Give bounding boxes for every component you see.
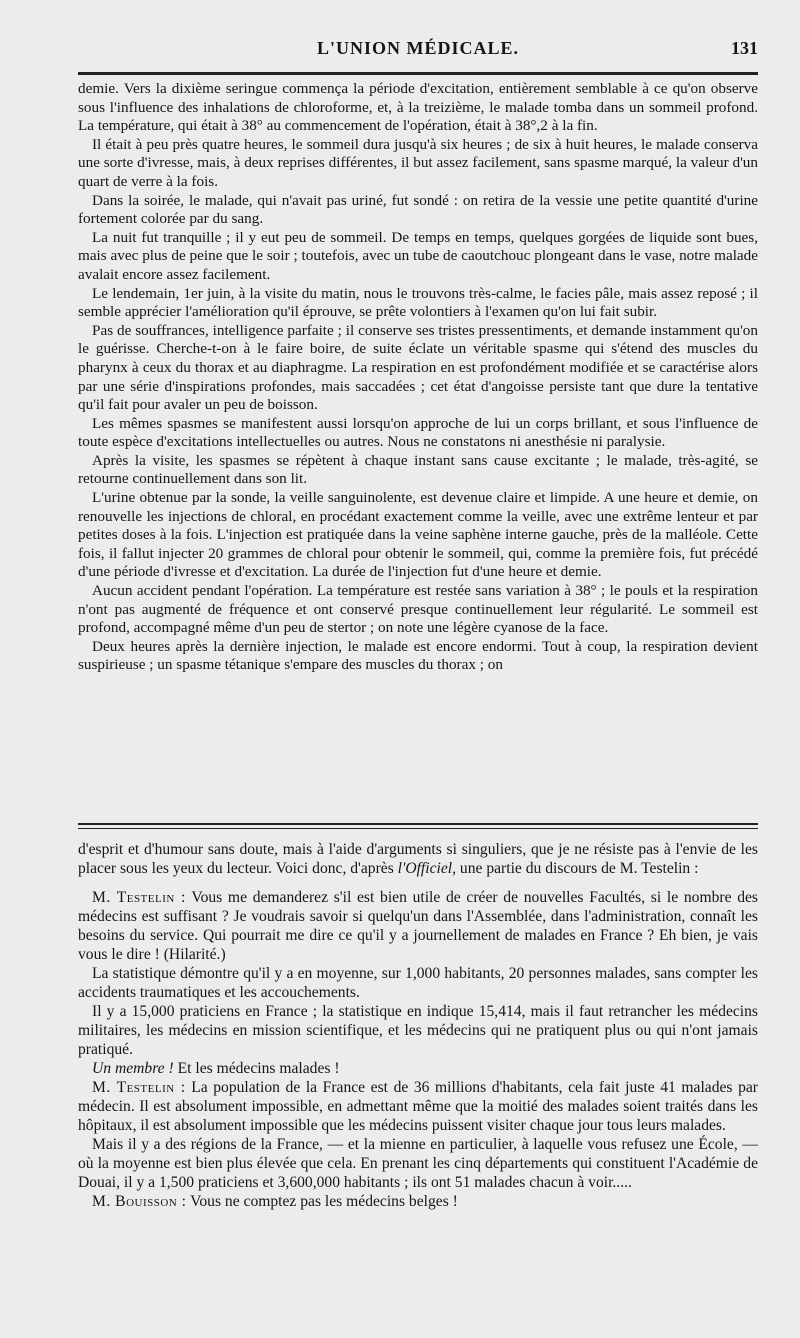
paragraph: Dans la soirée, le malade, qui n'avait pas uriné, fut sondé : on retira de la vessie une petite quantité d'urine fortement colorée par du sang. (78, 191, 758, 228)
speaker: M. Bouisson : (92, 1193, 187, 1210)
page-header (78, 34, 758, 64)
intro-source: l'Officiel, (397, 860, 457, 877)
speech (78, 1192, 758, 1211)
paragraph: La statistique démontre qu'il y a en moyenne, sur 1,000 habitants, 20 personnes malades, sans compter les accidents traumatiques et les accouchements. (78, 965, 758, 1001)
paragraph: Il était à peu près quatre heures, le sommeil dura jusqu'à six heures ; de six à huit heures, le malade conserva une sorte d'ivresse, mais, à deux reprises différentes, il but assez facilement, sans spasme marqué, la valeur d'un quart de verre à la fois. (78, 135, 758, 190)
speech-text: Et les médecins malades ! (177, 1060, 340, 1077)
paragraph: Aucun accident pendant l'opération. La température est restée sans variation à 38° ; le pouls et la respiration n'ont pas augmenté de fréquence et ont conservé presque continuellement leur régularité. Le sommeil est profond, accompagné même d'un peu de stertor ; on note une légère cyanose de la face. (78, 582, 758, 637)
feuilleton-rule-thin (78, 828, 758, 829)
feuilleton-section (78, 840, 758, 1211)
paragraph: Pas de souffrances, intelligence parfaite ; il conserve ses tristes pressentiments, et demande instamment qu'on le guérisse. Cherche-t-on à le faire boire, de suite éclate un véritable spasme qui s'étend des muscles du pharynx à ceux du thorax et au diaphragme. La respiration en est profondément modifiée et se caractérise alors par une série d'inspirations profondes, mais saccadées ; cet état d'angoisse persiste tant que dure la tentative qu'il fait pour avaler un peu de boisson. (78, 321, 758, 414)
intro-end: une partie du discours de M. Testelin : (459, 860, 699, 877)
feuilleton-intro (78, 840, 758, 878)
speech-text: Vous ne comptez pas les médecins belges ! (190, 1193, 458, 1210)
speaker: Un membre ! (92, 1060, 174, 1077)
speech (78, 1078, 758, 1135)
page-number: 131 (731, 38, 758, 58)
header-rule (78, 72, 758, 75)
main-article (78, 80, 758, 675)
paragraph: Le lendemain, 1er juin, à la visite du matin, nous le trouvons très-calme, le facies pâle, mais assez reposé ; il semble apprécier l'amélioration qu'il éprouve, se prête volontiers à l'examen qu'on lui fait subir. (78, 284, 758, 321)
paragraph: Il y a 15,000 praticiens en France ; la statistique en indique 15,414, mais il faut retrancher les médecins militaires, les médecins en mission scientifique, et les médecins qui ne pratiquent plus ou qui n'ont jamais pratiqué. (78, 1003, 758, 1058)
speech-text: La population de la France est de 36 millions d'habitants, cela fait juste 41 malades par médecin. Il est absolument impossible, en admettant même que la moitié des malades soient traités dans les hôpitaux, il est absolument impossible que les médecins puissent visiter chaque jour tous leurs malades. (78, 1079, 758, 1134)
paragraph: Les mêmes spasmes se manifestent aussi lorsqu'on approche de lui un corps brillant, et sous l'influence de toute espèce d'excitations intellectuelles ou autres. Nous ne constatons ni anesthésie ni paralysie. (78, 414, 758, 451)
speaker: M. Testelin : (92, 889, 186, 906)
feuilleton-rule (78, 823, 758, 825)
paragraph: Après la visite, les spasmes se répètent à chaque instant sans cause excitante ; le malade, très-agité, se retourne continuellement dans son lit. (78, 451, 758, 488)
paragraph: L'urine obtenue par la sonde, la veille sanguinolente, est devenue claire et limpide. A une heure et demie, on renouvelle les injections de chloral, en procédant exactement comme la veille, avec une extrême lenteur et par petites doses à la fois. L'injection est pratiquée dans la veine saphène interne gauche, près de la malléole. Cette fois, il fallut injecter 20 grammes de chloral pour obtenir le sommeil, qui, comme la première fois, fut précédé d'une période d'ivresse et d'excitation. La durée de l'injection fut d'une heure et demie. (78, 489, 758, 581)
intro-text: d'esprit et d'humour sans doute, mais à l'aide d'arguments si singuliers, que je ne résiste pas à l'envie de les placer sous les yeux du lecteur. Voici donc, d'après (78, 841, 758, 877)
paragraph: Deux heures après la dernière injection, le malade est encore endormi. Tout à coup, la respiration devient suspirieuse ; un spasme tétanique s'empare des muscles du thorax ; on (78, 637, 758, 674)
speaker: M. Testelin : (92, 1079, 186, 1096)
paragraph: Mais il y a des régions de la France, — et la mienne en particulier, à laquelle vous refusez une École, — où la moyenne est bien plus élevée que cela. En prenant les cinq départements qui constituent l'Académie de Douai, il y a 1,500 praticiens et 3,600,000 habitants ; ils ont 51 malades chacun à voir..... (78, 1136, 758, 1191)
speech-text: Vous me demanderez s'il est bien utile de créer de nouvelles Facultés, si le nombre des médecins est suffisant ? Je voudrais savoir si quelqu'un dans l'Assemblée, dans l'administration, connaît les besoins du service. Qui pourrait me dire ce qu'il y a journellement de malades en France ? Eh bien, je vais vous le dire ! (Hilarité.) (78, 889, 758, 963)
journal-title: L'UNION MÉDICALE. (316, 38, 520, 58)
paragraph: La nuit fut tranquille ; il y eut peu de sommeil. De temps en temps, quelques gorgées de liquide sont bues, mais avec plus de peine que le soir ; toutefois, avec un tube de caoutchouc plongeant dans le vase, notre malade avalait encore assez facilement. (78, 228, 758, 283)
interjection (78, 1059, 758, 1078)
speech (78, 888, 758, 964)
paragraph: demie. Vers la dixième seringue commença la période d'excitation, entièrement semblable à ce qu'on observe sous l'influence des inhalations de chloroforme, et, à la treizième, le malade tomba dans un sommeil profond. La température, qui était à 38° au commencement de l'opération, était à 38°,2 à la fin. (78, 80, 758, 135)
